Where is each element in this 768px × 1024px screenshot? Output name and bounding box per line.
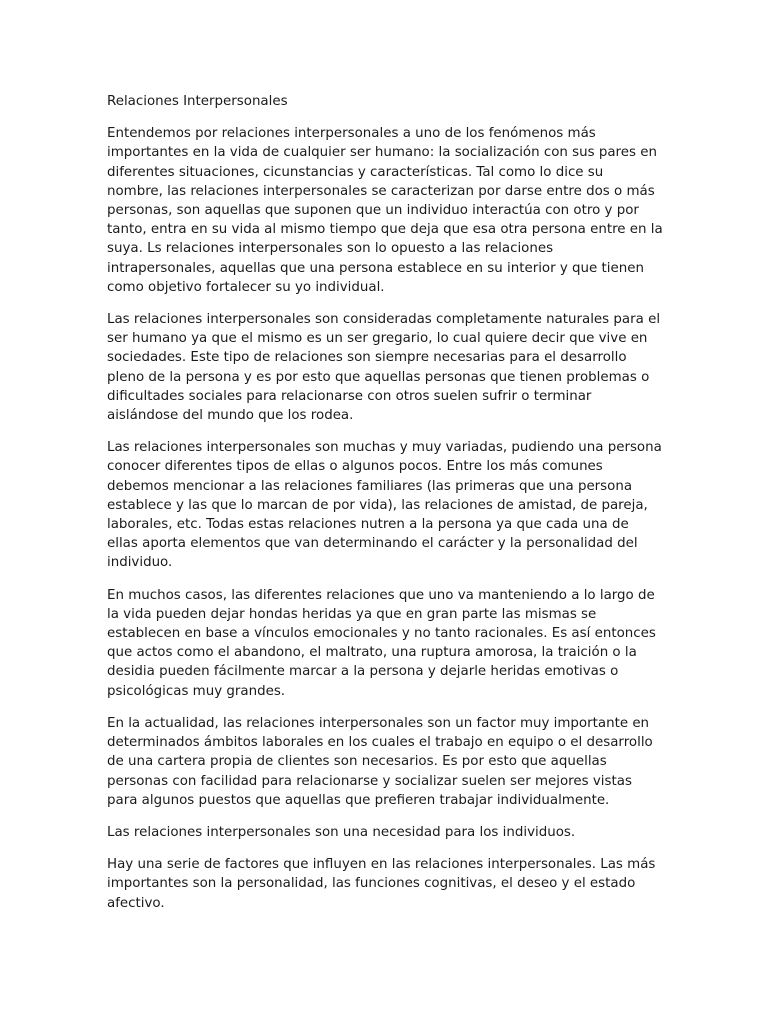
- paragraph-6: Las relaciones interpersonales son una necesidad para los individuos.: [107, 824, 576, 840]
- paragraph-7: Hay una serie de factores que influyen en las relaciones interpersonales. Las más importantes son la personalidad, las funciones cognitivas, el deseo y el estado afectivo.: [107, 857, 656, 911]
- paragraph-4: En muchos casos, las diferentes relaciones que uno va manteniendo a lo largo de la vida pueden dejar hondas heridas ya que en gran parte las mismas se establecen en base a vínculos emocionales y no tanto racionales. Es así entonces que actos como el abandono, el maltrato, una ruptura amorosa, la traición o la desidia pueden fácilmente marcar a la persona y dejarle heridas emotivas o psicológicas muy grandes.: [107, 587, 656, 699]
- paragraph-3: Las relaciones interpersonales son muchas y muy variadas, pudiendo una persona conocer diferentes tipos de ellas o algunos pocos. Entre los más comunes debemos mencionar a las relaciones familiares (las primeras que una persona establece y las que lo marcan de por vida), las relaciones de amistad, de pareja, laborales, etc. Todas estas relaciones nutren a la persona ya que cada una de ellas aporta elementos que van determinando el carácter y la personalidad del individuo.: [107, 440, 662, 571]
- paragraph-1: Entendemos por relaciones interpersonales a uno de los fenómenos más importantes en la vida de cualquier ser humano: la socialización con sus pares en diferentes situaciones, cicunstancias y características. Tal como lo dice su nombre, las relaciones interpersonales se caracterizan por darse entre dos o más personas, son aquellas que suponen que un individuo interactúa con otro y por tanto, entra en su vida al mismo tiempo que deja que esa otra persona entre en la suya. Ls relaciones interpersonales son lo opuesto a las relaciones intrapersonales, aquellas que una persona establece en su interior y que tienen como objetivo fortalecer su yo individual.: [107, 126, 663, 295]
- paragraph-5: En la actualidad, las relaciones interpersonales son un factor muy importante en determinados ámbitos laborales en los cuales el trabajo en equipo o el desarrollo de una cartera propia de clientes son necesarios. Es por esto que aquellas personas con facilidad para relacionarse y socializar suelen ser mejores vistas para algunos puestos que aquellas que prefieren trabajar individualmente.: [107, 715, 653, 808]
- document-body: [107, 92, 663, 926]
- document-title: Relaciones Interpersonales: [107, 94, 288, 109]
- paragraph-2: Las relaciones interpersonales son consideradas completamente naturales para el ser humano ya que el mismo es un ser gregario, lo cual quiere decir que vive en sociedades. Este tipo de relaciones son siempre necesarias para el desarrollo pleno de la persona y es por esto que aquellas personas que tienen problemas o dificultades sociales para relacionarse con otros suelen sufrir o terminar aislándose del mundo que los rodea.: [107, 312, 661, 424]
